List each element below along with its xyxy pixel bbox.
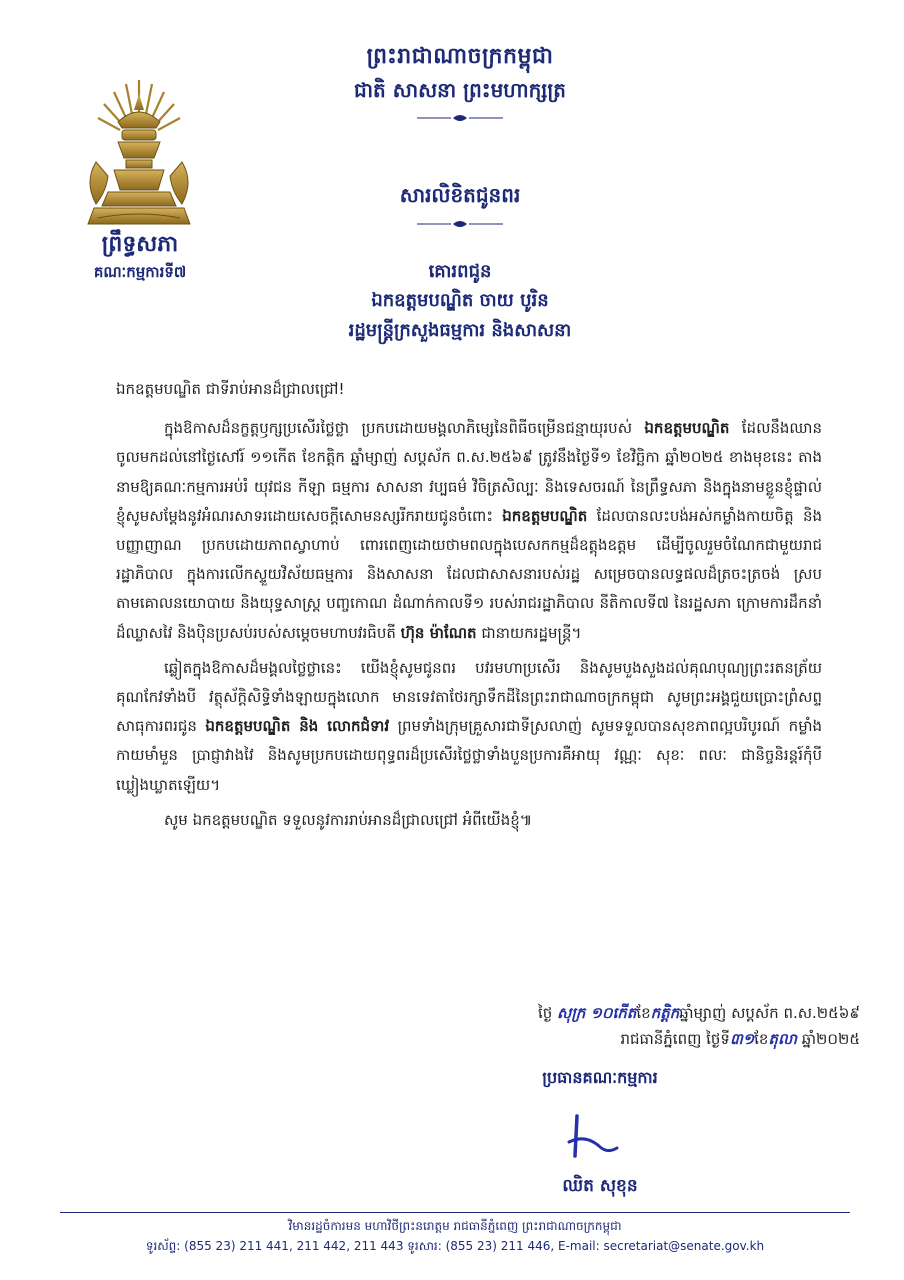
addressee-to: គោរពជូន (428, 261, 492, 282)
footer (60, 1216, 850, 1256)
solar-month-label: ខែ (754, 1030, 769, 1048)
divider-ornament-icon (415, 218, 505, 230)
kingdom-name: ព្រះរាជាណាចក្រកម្ពុជា (366, 44, 554, 69)
national-motto (300, 40, 620, 124)
addressee-role: រដ្ឋមន្ត្រីក្រសួងធម្មការ និងសាសនា (348, 320, 572, 341)
footer-contacts: ទូរស័ព្ទ: (855 23) 211 441, 211 442, 211 443 ទូរសារ: (855 23) 211 446, E-mail: secretariat@senate.gov.kh (145, 1239, 765, 1253)
lunar-date (340, 1000, 860, 1026)
document-title-block (300, 180, 620, 230)
solar-date-prefix: រាជធានីភ្នំពេញ ថ្ងៃទី (620, 1030, 730, 1048)
addressee-block (150, 258, 770, 346)
paragraph-1-bold-name: ហ៊ុន ម៉ាណែត (400, 623, 477, 642)
handwritten-solar-day: ៣១ (729, 1030, 755, 1048)
paragraph-1-bold-name: ឯកឧត្តមបណ្ឌិត (502, 506, 588, 525)
date-block (340, 1000, 860, 1052)
paragraph-2 (116, 654, 822, 800)
senate-emblem-icon (78, 72, 200, 232)
paragraph-1-text: ក្នុងឱកាសដ៏នក្ខត្តឫក្សប្រសើរថ្លៃថ្លា ប្រកបដោយមង្គលាភិម្សេនៃពិធីចម្រើនជន្មាយុរបស់ (164, 419, 645, 438)
footer-divider (60, 1212, 850, 1213)
paragraph-2-bold-name: ឯកឧត្តមបណ្ឌិត និង លោកជំទាវ (205, 717, 390, 736)
paragraph-2-text: ព្រមទាំងក្រុមគ្រួសារជាទីស្រលាញ់ សូមទទួលបានសុខភាពល្អបរិបូរណ៍ កម្លាំងកាយមាំមួន ប្រាជ្ញាវាងវៃ និងសូមប្រកបដោយពុទ្ធពរដ៏ប្រសើរថ្លៃថ្លាទាំងបួនប្រការគឺអាយុ វណ្ណៈ សុខៈ ពលៈ ជានិច្ចនិរន្តរ៍កុំបីឃ្លៀងឃ្លាតឡើយ។ (116, 717, 822, 794)
solar-year: ឆ្នាំ២០២៥ (797, 1030, 860, 1048)
signatory-title: ប្រធានគណៈកម្មការ (542, 1068, 658, 1087)
signatory-name: ឈិត សុខុន (562, 1176, 638, 1196)
handwritten-lunar-month: កត្តិក (650, 1004, 680, 1022)
paragraph-1-text: ដែលនឹងឈានចូលមកដល់នៅថ្ងៃសៅរ៍ ១១កើត ខែកត្តិក ឆ្នាំម្សាញ់ សប្តស័ក ព.ស.២៥៦៩ ត្រូវនឹងថ្ងៃទី១ ខែវិច្ឆិកា ឆ្នាំ២០២៥ ខាងមុខនេះ តាងនាមឱ្យគណៈកម្មការអប់រំ យុវជន កីឡា ធម្មការ សាសនា វប្បធម៌ វិចិត្រសិល្បៈ និងទេសចរណ៍ នៃព្រឹទ្ធសភា និងក្នុងនាមខ្លួនខ្ញុំផ្ទាល់ ខ្ញុំសូមសម្តែងនូវអំណរសាទរដោយសេចក្តីសោមនស្សរីករាយជូនចំពោះ (116, 419, 822, 525)
handwritten-solar-month: តុលា (768, 1030, 797, 1048)
commission-name: គណៈកម្មការទី៧ (93, 263, 187, 281)
salutation: ឯកឧត្តមបណ្ឌិត ជាទីរាប់អានដ៏ជ្រាលជ្រៅ! (116, 380, 345, 398)
letter-body (116, 375, 822, 835)
paragraph-1 (116, 414, 822, 648)
handwritten-lunar-day: សុក្រ ១០កើត (557, 1004, 637, 1022)
addressee-name: ឯកឧត្តមបណ្ឌិត ចាយ បូរិន (371, 290, 549, 311)
lunar-date-prefix: ថ្ងៃ (537, 1004, 553, 1022)
footer-address: វិមានរដ្ឋចំការមន មហាវិថីព្រះនរោត្តម រាជធានីភ្នំពេញ ព្រះរាជាណាចក្រកម្ពុជា (288, 1219, 622, 1233)
paragraph-2-text: ឆ្លៀតក្នុងឱកាសដ៏មង្គលថ្លៃថ្លានេះ យើងខ្ញុំសូមជូនពរ បវរមហាប្រសើរ និងសូមបួងសួងដល់គុណបុណ្យព្រះរតនត្រ័យ គុណកែវទាំងបី វត្ថុស័ក្តិសិទ្ធិទាំងឡាយក្នុងលោក មានទេវតាថែរក្សាទឹកដីនៃព្រះរាជាណាចក្រកម្ពុជា សូមព្រះអង្គជួយប្រោះព្រំសព្ទសាធុការពរជូន (116, 658, 822, 736)
document-title: សារលិខិតជូនពរ (399, 183, 521, 207)
handwritten-signature-icon (555, 1112, 625, 1168)
closing-line: សូម ឯកឧត្តមបណ្ឌិត ទទួលនូវការរាប់អានដ៏ជ្រាលជ្រៅ អំពីយើងខ្ញុំ៕ (164, 810, 533, 829)
solar-date (340, 1026, 860, 1052)
lunar-year: ឆ្នាំម្សាញ់ សប្តស័ក ព.ស.២៥៦៩ (679, 1004, 860, 1022)
paragraph-1-text: ដែលបានលះបង់អស់កម្លាំងកាយចិត្ត និងបញ្ញាញាណ ប្រកបដោយភាពស្វាហាប់ ពោរពេញដោយថាមពលក្នុងបេសកកម្មដ៏ឧត្តុងឧត្តម ដើម្បីចូលរួមចំណែកជាមួយរាជរដ្ឋាភិបាល ក្នុងការលើកស្ទួយវិស័យធម្មការ និងសាសនា ដែលជាសាសនារបស់រដ្ឋ សម្រេចបានលទ្ធផលដ៏ត្រចះត្រចង់ ស្របតាមគោលនយោបាយ និងយុទ្ធសាស្ត្រ បញ្ចកោណ ដំណាក់កាលទី១ របស់រាជរដ្ឋាភិបាល នីតិកាលទី៧ នៃរដ្ឋសភា ក្រោមការដឹកនាំដ៏ឈ្លាសវៃ និងប៉ិនប្រសប់របស់សម្តេចមហាបវរធិបតី (116, 506, 822, 642)
paragraph-1-bold-name: ឯកឧត្តមបណ្ឌិត (644, 419, 730, 438)
lunar-month-label: ខែ (636, 1004, 651, 1022)
motto-text: ជាតិ សាសនា ព្រះមហាក្សត្រ (354, 78, 566, 102)
divider-ornament-icon (415, 112, 505, 124)
paragraph-1-text: ជានាយករដ្ឋមន្ត្រី។ (476, 623, 582, 642)
senate-name: ព្រឹទ្ធសភា (101, 232, 179, 257)
